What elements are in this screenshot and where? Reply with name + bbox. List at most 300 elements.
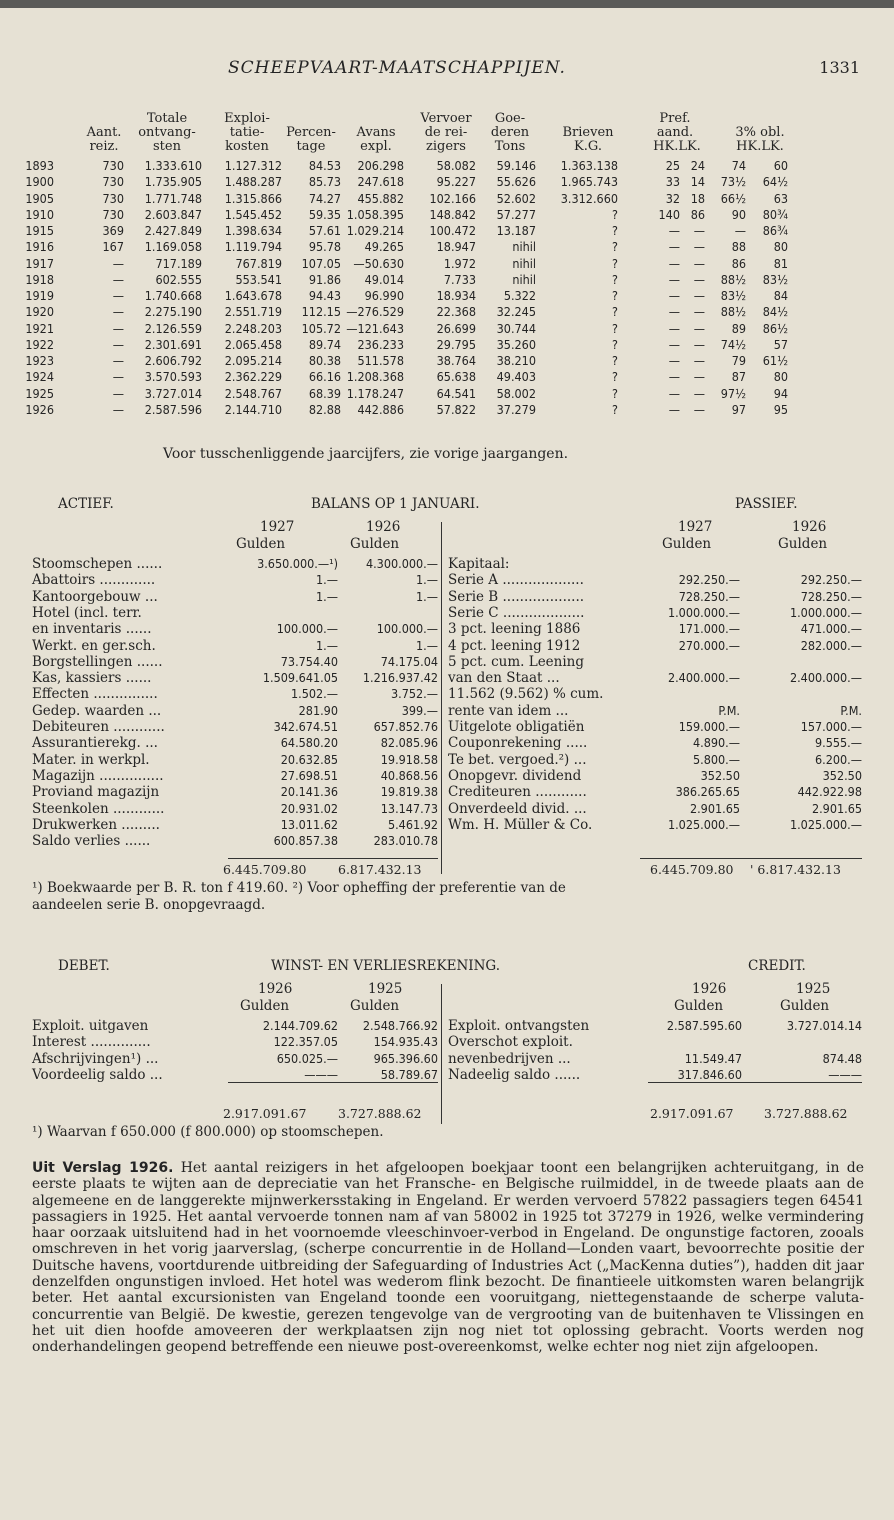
assets-total-1927: 6.445.709.80 — [223, 862, 307, 877]
table-cell: — — [112, 336, 124, 352]
table-cell: 58.082 — [436, 158, 476, 173]
table-cell: 22.368 — [436, 304, 476, 320]
row-year: 1923 — [25, 353, 54, 368]
table-cell: ? — [612, 336, 618, 352]
assets-year-2: 1926 — [366, 519, 401, 535]
table-cell: 86½ — [762, 320, 788, 336]
liability-row — [28, 735, 868, 750]
row-value: 6.200.— — [814, 751, 862, 767]
row-value: 171.000.— — [678, 621, 740, 637]
liability-row — [28, 719, 868, 734]
table-cell: — — [112, 271, 124, 287]
row-label: Assurantierekg. ... — [32, 735, 158, 752]
pl-title: WINST- EN VERLIESREKENING. — [271, 958, 501, 974]
row-year: 1925 — [25, 385, 54, 401]
table-cell: 68.39 — [308, 385, 341, 401]
table-cell: 83½ — [762, 271, 788, 287]
table-cell: — — [693, 401, 705, 417]
stats-col-header: kosten — [225, 139, 269, 154]
table-cell: 91.86 — [308, 271, 341, 287]
table-cell: 88 — [731, 239, 746, 255]
row-label: Saldo verlies ...... — [32, 833, 151, 850]
row-label: Serie C ................... — [448, 604, 585, 621]
table-cell: 79 — [731, 353, 746, 368]
row-value: 342.674.51 — [273, 719, 338, 734]
table-cell: — — [668, 223, 680, 238]
row-value: 2.548.766.92 — [362, 1018, 438, 1033]
table-cell: — — [112, 353, 124, 368]
table-cell: 148.842 — [429, 206, 476, 222]
row-label: nevenbedrijven ... — [448, 1050, 571, 1067]
row-value: 1.— — [416, 637, 438, 653]
table-cell: 73½ — [720, 174, 746, 190]
table-cell: 5.322 — [503, 288, 536, 303]
stats-col-header: Exploi- — [224, 111, 270, 126]
stats-col-header: tage — [296, 139, 326, 154]
table-cell: 59.146 — [496, 158, 536, 173]
table-row — [25, 353, 868, 369]
assets-title: ACTIEF. — [58, 496, 114, 512]
row-value: 2.400.000.— — [667, 670, 740, 686]
row-label: rente van idem ... — [448, 702, 569, 719]
row-value: 728.250.— — [800, 588, 862, 604]
table-cell: 1.208.368 — [346, 369, 404, 385]
row-year: 1920 — [25, 304, 54, 320]
row-value: 159.000.— — [678, 719, 740, 734]
liability-row — [28, 752, 868, 767]
credit-unit-2: Gulden — [780, 998, 830, 1014]
row-value: 73.754.40 — [280, 653, 338, 669]
table-cell: 49.403 — [496, 369, 536, 385]
row-value: 471.000.— — [800, 621, 862, 637]
row-label: 4 pct. leening 1912 — [448, 637, 581, 654]
table-cell: 442.886 — [357, 401, 404, 417]
row-value: 283.010.78 — [373, 833, 438, 849]
table-cell: 57.277 — [496, 206, 536, 222]
row-label: Borgstellingen ...... — [32, 653, 163, 670]
table-cell: — — [734, 223, 746, 238]
table-cell: ? — [612, 385, 618, 401]
table-cell: 553.541 — [235, 271, 282, 287]
table-cell: 2.275.190 — [144, 304, 202, 320]
table-row — [25, 158, 868, 174]
table-cell: 85.73 — [308, 174, 341, 190]
table-cell: 2.548.767 — [224, 385, 282, 401]
row-label: Drukwerken ......... — [32, 816, 160, 833]
stats-col-header: Brieven — [562, 125, 614, 140]
row-label: Te bet. vergoed.²) ... — [448, 751, 587, 768]
table-row — [25, 401, 868, 418]
table-cell: 2.606.792 — [144, 353, 202, 368]
liability-row — [28, 686, 868, 701]
table-cell: 100.472 — [429, 223, 476, 238]
stats-note: Voor tusschenliggende jaarcijfers, zie vorige jaargangen. — [163, 446, 569, 462]
stats-col-header: Totale — [146, 111, 188, 126]
row-year: 1900 — [25, 174, 54, 190]
liability-row — [28, 703, 868, 718]
table-cell: 1.169.058 — [144, 239, 202, 255]
table-cell: — — [668, 401, 680, 417]
table-cell: — — [668, 288, 680, 303]
row-value: 5.461.92 — [387, 816, 438, 832]
row-label: Gedep. waarden ... — [32, 702, 162, 719]
debit-year-2: 1925 — [368, 981, 403, 997]
pl-footnote: ¹) Waarvan f 650.000 (f 800.000) op stoomschepen. — [32, 1124, 384, 1140]
table-cell: nihil — [512, 255, 536, 271]
row-value: 64.580.20 — [280, 735, 338, 751]
table-cell: 35.260 — [496, 336, 536, 352]
table-cell: 112.15 — [301, 304, 341, 320]
row-year: 1926 — [25, 401, 54, 417]
row-year: 1917 — [25, 255, 54, 271]
row-value: 270.000.— — [678, 637, 740, 653]
row-value: 1.000.000.— — [667, 604, 740, 620]
table-cell: 767.819 — [235, 255, 282, 271]
credit-year-2: 1925 — [796, 981, 831, 997]
table-cell: — — [693, 353, 705, 368]
table-cell: 94 — [773, 385, 788, 401]
table-cell: 57.822 — [436, 401, 476, 417]
table-row — [25, 336, 868, 353]
row-label: Effecten ............... — [32, 686, 158, 703]
row-value: 1.— — [316, 588, 338, 604]
report-body: Het aantal reizigers in het afgeloopen boekjaar toont een belangrijken achteruitgang, in de eerste plaats te wijten aan de depreciatie van het Fransche- en Belgische ruilmiddel, in de tweede plaats aan de algemeene en de langgerekte mijnwerkersstaking in Engeland. Er werden vervoerd 57822 passagiers tegen 64541 passagiers in 1925. Het aantal vervoerde tonnen nam af van 58002 in 1925 tot 37279 in 1926, welke vermindering haar oorzaak uitsluitend had in het voornoemde vleeschinvoer-verbod in Engeland. De ongunstige factoren, zooals omschreven in het vorig jaarverslag, (scherpe concurrentie in de Holland—Londen vaart, bevoorrechte positie der Duitsche havens, voortdurende uitbreiding der Safeguarding of Industries Act („MacKenna duties”), hadden dit jaar denzelfden ongunstigen invloed. Het hotel was wederom flink bezocht. De finantieele uitkomsten waren belangrijk beter. Het aantal excursionisten van Engeland toonde een vooruitgang, niettegenstaande de scherpe valuta-concurrentie van België. De kwestie, gerezen tengevolge van de vergrooting van de buitenhaven te Vlissingen en het uit dien hoofde amoveeren der werkplaatsen zijn nog niet tot oplossing gebracht. Voorts werden nog onderhandelingen geopend betreffende een nieuwe post-overeenkomst, welke echter nog niet zijn afgeloopen. — [32, 1160, 864, 1356]
table-cell: 95.227 — [436, 174, 476, 190]
stats-col-header: deren — [490, 125, 530, 140]
table-cell: — — [112, 320, 124, 336]
table-row — [25, 223, 868, 239]
table-row — [25, 271, 868, 288]
row-year: 1916 — [25, 239, 54, 255]
row-label: Stoomschepen ...... — [32, 556, 163, 572]
table-cell: — — [112, 369, 124, 385]
row-value: 157.000.— — [800, 719, 862, 734]
table-cell: ? — [612, 304, 618, 320]
table-cell: 730 — [102, 174, 124, 190]
liab-year-2: 1926 — [792, 519, 827, 535]
stats-col-header: K.G. — [574, 139, 602, 154]
table-cell: — — [693, 271, 705, 287]
table-cell: 57.61 — [308, 223, 341, 238]
row-year: 1893 — [25, 158, 54, 173]
table-cell: 58.002 — [496, 385, 536, 401]
table-cell: 84 — [773, 288, 788, 303]
table-cell: 88½ — [720, 271, 746, 287]
table-cell: 1.545.452 — [224, 206, 282, 222]
table-cell: 37.279 — [496, 401, 536, 417]
table-cell: 29.795 — [436, 336, 476, 352]
row-value: 20.632.85 — [280, 751, 338, 767]
row-label: Abattoirs ............. — [32, 572, 156, 589]
table-cell: — — [693, 369, 705, 385]
row-year: 1922 — [25, 336, 54, 352]
table-cell: ? — [612, 288, 618, 303]
row-value: 5.800.— — [692, 751, 740, 767]
liabilities-title: PASSIEF. — [735, 496, 798, 512]
stats-col-header: HK.LK. — [653, 139, 701, 154]
row-value: 352.50 — [822, 767, 862, 783]
table-cell: 1.333.610 — [144, 158, 202, 173]
row-label: Onverdeeld divid. ... — [448, 800, 587, 817]
stats-col-header: sten — [153, 139, 181, 154]
table-cell: —121.643 — [346, 320, 404, 336]
table-cell: — — [668, 271, 680, 287]
table-cell: — — [668, 369, 680, 385]
table-cell: 64.541 — [436, 385, 476, 401]
row-label: Wm. H. Müller & Co. — [448, 816, 593, 833]
asset-row — [28, 833, 868, 848]
table-row — [25, 288, 868, 304]
table-cell: — — [693, 304, 705, 320]
row-label: 3 pct. leening 1886 — [448, 621, 581, 638]
debit-unit-2: Gulden — [350, 998, 400, 1014]
row-year: 1918 — [25, 271, 54, 287]
table-cell: 1.965.743 — [560, 174, 618, 190]
liab-year-1: 1927 — [678, 519, 713, 535]
debit-total-1926: 2.917.091.67 — [223, 1106, 307, 1121]
table-cell: 24 — [690, 158, 705, 173]
table-cell: ? — [612, 239, 618, 255]
stats-col-header: tatie- — [229, 125, 265, 140]
table-cell: ? — [612, 353, 618, 368]
table-cell: 18.947 — [436, 239, 476, 255]
table-cell: 1.127.312 — [224, 158, 282, 173]
row-label: Crediteuren ............ — [448, 784, 587, 801]
table-cell: 86¾ — [762, 223, 788, 238]
table-cell: 49.014 — [364, 271, 404, 287]
table-cell: 86 — [731, 255, 746, 271]
row-value: 442.922.98 — [797, 784, 862, 800]
table-cell: 95.78 — [308, 239, 341, 255]
stats-col-header: zigers — [426, 139, 466, 154]
table-cell: 3.727.014 — [144, 385, 202, 401]
table-cell: 236.233 — [357, 336, 404, 352]
page-title: SCHEEPVAART-MAATSCHAPPIJEN. — [228, 58, 566, 78]
table-cell: — — [668, 336, 680, 352]
table-cell: 2.248.203 — [224, 320, 282, 336]
table-cell: — — [693, 223, 705, 238]
row-label: Magazijn ............... — [32, 767, 164, 784]
liab-unit-2: Gulden — [778, 536, 828, 552]
table-cell: 1.488.287 — [224, 174, 282, 190]
table-cell: 1.398.634 — [224, 223, 282, 238]
liability-row — [28, 572, 868, 587]
table-cell: 2.362.229 — [224, 369, 282, 385]
table-cell: 66½ — [720, 190, 746, 206]
table-cell: 90 — [731, 206, 746, 222]
table-cell: 25 — [665, 158, 680, 173]
row-value: 1.— — [416, 572, 438, 588]
table-cell: 59.35 — [308, 206, 341, 222]
table-cell: 64½ — [762, 174, 788, 190]
table-cell: 602.555 — [155, 271, 202, 287]
row-value: 352.50 — [700, 767, 740, 783]
row-value: 13.011.62 — [280, 816, 338, 832]
credit-title: CREDIT. — [748, 958, 806, 974]
table-cell: — — [668, 239, 680, 255]
credit-total-rule — [648, 1082, 862, 1083]
table-cell: 167 — [102, 239, 124, 255]
stats-col-header: Aant. — [86, 125, 122, 140]
table-cell: 63 — [773, 190, 788, 206]
table-cell: 7.733 — [443, 271, 476, 287]
assets-total-rule — [228, 858, 438, 859]
table-cell: 80 — [773, 239, 788, 255]
row-value: 2.587.595.60 — [666, 1018, 742, 1033]
table-cell: 95 — [773, 401, 788, 417]
table-cell: 1.029.214 — [346, 223, 404, 238]
row-value: 1.502.— — [290, 686, 338, 702]
row-value: 154.935.43 — [373, 1034, 438, 1050]
table-cell: 33 — [665, 174, 680, 190]
table-cell: nihil — [512, 239, 536, 255]
table-cell: nihil — [512, 271, 536, 287]
row-value: 874.48 — [822, 1050, 862, 1066]
row-year: 1910 — [25, 206, 54, 222]
row-value: 4.300.000.— — [365, 556, 438, 571]
document-page — [25, 0, 868, 1520]
row-label: Interest .............. — [32, 1034, 151, 1051]
table-cell: —276.529 — [346, 304, 404, 320]
row-label: en inventaris ...... — [32, 621, 152, 638]
table-cell: 18.934 — [436, 288, 476, 303]
table-cell: 511.578 — [357, 353, 404, 368]
table-cell: 86 — [690, 206, 705, 222]
table-row — [25, 255, 868, 272]
row-value: 728.250.— — [678, 588, 740, 604]
table-cell: 80 — [773, 369, 788, 385]
row-label: Kantoorgebouw ... — [32, 588, 158, 605]
row-value: 20.141.36 — [280, 784, 338, 800]
stats-col-header: expl. — [360, 139, 392, 154]
row-label: Serie B ................... — [448, 588, 585, 605]
table-cell: 1.363.138 — [560, 158, 618, 173]
row-value: 1.025.000.— — [667, 816, 740, 832]
table-cell: 60 — [773, 158, 788, 173]
table-cell: ? — [612, 271, 618, 287]
table-cell: 80¾ — [762, 206, 788, 222]
credit-row — [28, 1034, 868, 1049]
table-cell: ? — [612, 320, 618, 336]
row-value: 1.000.000.— — [789, 604, 862, 620]
row-value: 9.555.— — [814, 735, 862, 751]
table-cell: 2.587.596 — [144, 401, 202, 417]
liability-row — [28, 589, 868, 604]
table-row — [25, 206, 868, 223]
row-value: 1.216.937.42 — [362, 670, 438, 686]
table-cell: 1.178.247 — [346, 385, 404, 401]
row-label: Proviand magazijn — [32, 784, 160, 801]
row-value: 122.357.05 — [273, 1034, 338, 1050]
row-value: 317.846.60 — [677, 1066, 742, 1082]
row-value: 82.085.96 — [380, 735, 438, 751]
credit-unit-1: Gulden — [674, 998, 724, 1014]
row-value: 1.509.641.05 — [262, 670, 338, 686]
report-heading: Uit Verslag 1926. — [32, 1160, 174, 1176]
table-cell: 2.126.559 — [144, 320, 202, 336]
row-label: Mater. in werkpl. — [32, 751, 150, 768]
liability-row — [28, 670, 868, 685]
stats-col-header: Percen- — [286, 125, 336, 140]
row-year: 1905 — [25, 190, 54, 206]
row-label: Couponrekening ..... — [448, 735, 588, 752]
table-cell: 74½ — [720, 336, 746, 352]
table-cell: 1.315.866 — [224, 190, 282, 206]
table-cell: 102.166 — [429, 190, 476, 206]
table-cell: 57 — [773, 336, 788, 352]
stats-col-header: HK.LK. — [736, 139, 784, 154]
table-cell: 97½ — [720, 385, 746, 401]
liability-row — [28, 621, 868, 636]
assets-unit-1: Gulden — [236, 536, 286, 552]
table-cell: 2.427.849 — [144, 223, 202, 238]
table-cell: 49.265 — [364, 239, 404, 255]
row-label: Voordeelig saldo ... — [32, 1066, 163, 1083]
table-cell: 206.298 — [357, 158, 404, 173]
stats-col-header: Avans — [356, 125, 396, 140]
table-cell: 1.119.794 — [224, 239, 282, 255]
table-cell: 13.187 — [496, 223, 536, 238]
table-row — [25, 174, 868, 190]
table-cell: 84.53 — [308, 158, 341, 173]
row-label: Kas, kassiers ...... — [32, 670, 152, 687]
credit-row — [28, 1067, 868, 1082]
credit-year-1: 1926 — [692, 981, 727, 997]
table-cell: — — [693, 288, 705, 303]
table-cell: — — [668, 385, 680, 401]
credit-total-1926: 2.917.091.67 — [650, 1106, 734, 1121]
page-number: 1331 — [819, 58, 860, 77]
stats-col-header: Tons — [494, 139, 526, 154]
balance-title: BALANS OP 1 JANUARI. — [311, 496, 480, 512]
page-header — [28, 58, 868, 84]
table-cell: 107.05 — [301, 255, 341, 271]
row-value: 19.918.58 — [380, 751, 438, 767]
table-cell: 38.764 — [436, 353, 476, 368]
row-label: Debiteuren ............ — [32, 719, 165, 735]
table-cell: 3.570.593 — [144, 369, 202, 385]
row-label: Onopgevr. dividend — [448, 767, 582, 784]
table-cell: 18 — [690, 190, 705, 206]
table-cell: — — [668, 304, 680, 320]
table-cell: 30.744 — [496, 320, 536, 336]
table-cell: 81 — [773, 255, 788, 271]
table-cell: 65.638 — [436, 369, 476, 385]
row-value: 19.819.38 — [380, 784, 438, 800]
table-cell: 14 — [690, 174, 705, 190]
liability-row — [28, 556, 868, 571]
row-label: Hotel (incl. terr. — [32, 604, 142, 621]
table-cell: ? — [612, 206, 618, 222]
table-cell: 32.245 — [496, 304, 536, 320]
table-cell: 1.972 — [443, 255, 476, 271]
balance-footnote: ¹) Boekwaarde per B. R. ton f 419.60. ²) Voor opheffing der preferentie van de — [32, 880, 566, 896]
table-cell: 140 — [658, 206, 680, 222]
table-cell: ? — [612, 255, 618, 271]
table-cell: — — [693, 385, 705, 401]
table-cell: 2.551.719 — [224, 304, 282, 320]
row-year: 1915 — [25, 223, 54, 238]
row-value: 100.000.— — [276, 621, 338, 637]
credit-row — [28, 1018, 868, 1033]
table-row — [25, 320, 868, 337]
table-cell: 83½ — [720, 288, 746, 303]
table-cell: 96.990 — [364, 288, 404, 303]
liability-row — [28, 768, 868, 783]
liability-row — [28, 817, 868, 832]
table-row — [25, 369, 868, 385]
row-label: Nadeelig saldo ...... — [448, 1066, 581, 1083]
